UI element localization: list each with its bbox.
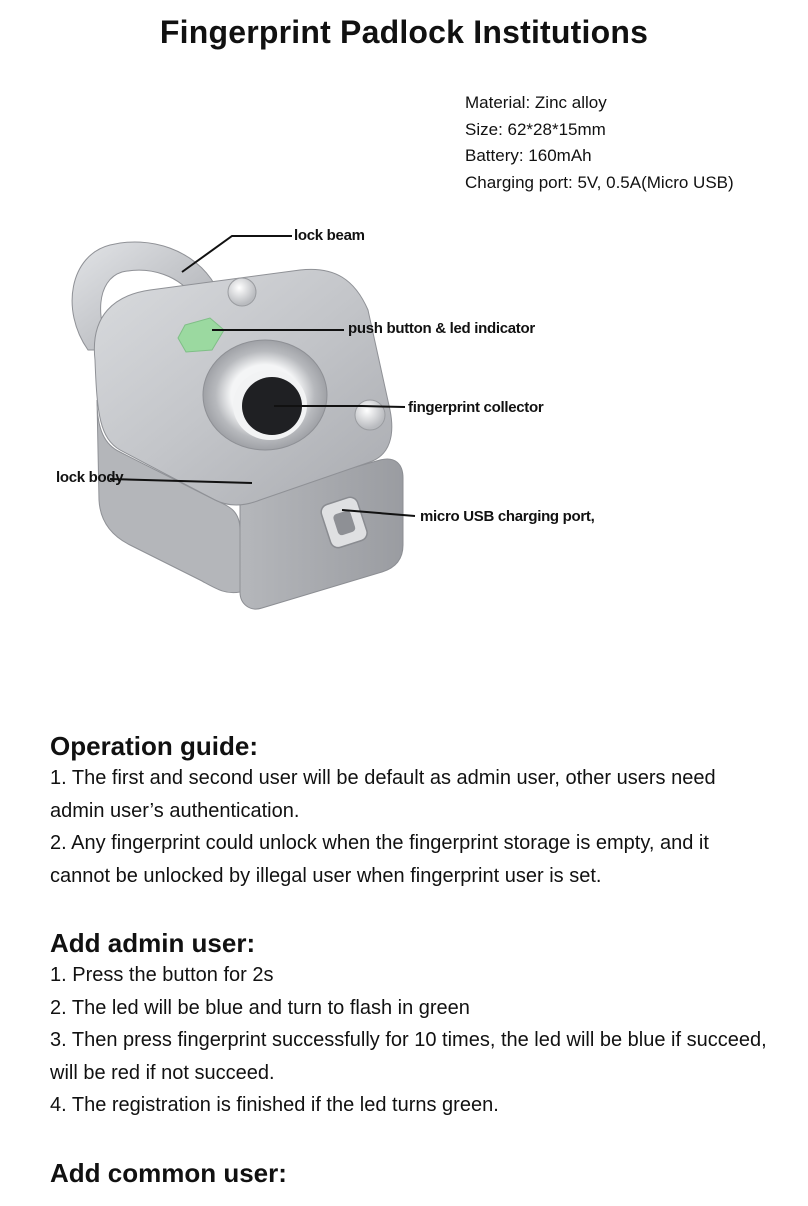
add-admin-item: 3. Then press fingerprint successfully for 10 times, the led will be blue if succeed, will be red if not succeed. [50, 1029, 767, 1084]
page-title: Fingerprint Padlock Institutions [159, 14, 649, 50]
screw-top [228, 278, 256, 306]
operation-guide-item: 1. The first and second user will be default as admin user, other users need admin user’s authentication. [50, 767, 716, 822]
padlock-diagram [0, 200, 808, 640]
add-common-heading: Add common user: [50, 1158, 287, 1188]
add-admin-item: 2. The led will be blue and turn to flash in green [50, 996, 470, 1019]
add-admin-heading: Add admin user: [50, 928, 256, 958]
leader-fingerprint-collector [274, 406, 405, 407]
spec-battery: Battery: 160mAh [465, 146, 592, 165]
operation-guide-item: 2. Any fingerprint could unlock when the fingerprint storage is empty, and it cannot be unlocked by illegal user when fingerprint user is set. [50, 832, 709, 887]
callout-lock-body: lock body [56, 469, 124, 486]
spec-size: Size: 62*28*15mm [465, 119, 606, 139]
add-common-section [50, 1157, 770, 1189]
padlock-illustration [0, 200, 808, 640]
callout-lock-beam: lock beam [294, 227, 365, 244]
callout-push-button: push button & led indicator [348, 320, 535, 337]
spec-list [465, 90, 734, 196]
add-admin-item: 1. Press the button for 2s [50, 964, 274, 986]
callout-fingerprint-collector: fingerprint collector [408, 399, 544, 416]
screw-right [355, 400, 385, 430]
operation-guide-section [50, 730, 770, 892]
callout-usb-port: micro USB charging port, [420, 508, 595, 525]
spec-charging-port: Charging port: 5V, 0.5A(Micro USB) [465, 172, 734, 192]
add-admin-section [50, 927, 770, 1122]
add-admin-item: 4. The registration is finished if the led turns green. [50, 1094, 499, 1116]
operation-guide-heading: Operation guide: [50, 731, 258, 761]
spec-material: Material: Zinc alloy [465, 93, 607, 112]
